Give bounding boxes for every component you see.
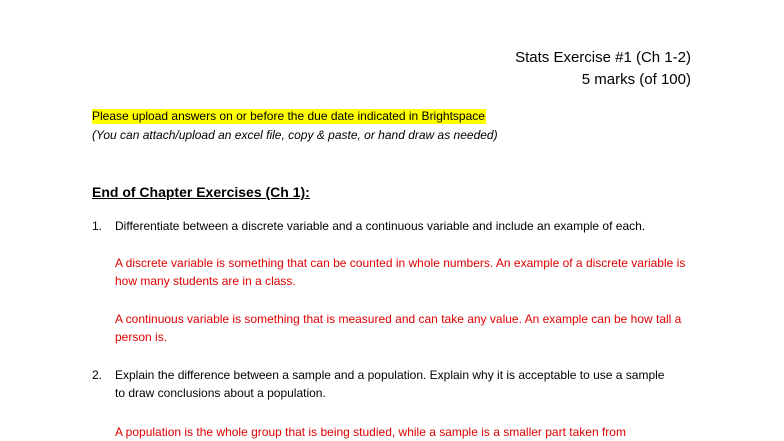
document-header <box>515 47 691 91</box>
attach-note: (You can attach/upload an excel file, copy & paste, or hand draw as needed) <box>92 128 498 142</box>
question-number: 1. <box>92 219 103 233</box>
upload-note-highlighted: Please upload answers on or before the due date indicated in Brightspace <box>92 109 485 123</box>
section-title: End of Chapter Exercises (Ch 1): <box>92 184 310 200</box>
question-number: 2. <box>92 368 103 382</box>
instructions-block <box>92 107 498 145</box>
answer-paragraph: A discrete variable is something that can be counted in whole numbers. An example of a discrete variable is how many students are in a class. <box>115 256 686 288</box>
question-text: Differentiate between a discrete variable and a continuous variable and include an example of each. <box>115 219 646 233</box>
marks-label: 5 marks (of 100) <box>581 71 691 88</box>
answer-paragraph: A continuous variable is something that is measured and can take any value. An example can be how tall a person is. <box>115 312 682 344</box>
question-text: Explain the difference between a sample and a population. Explain why it is acceptable to use a sample to draw conclusions about a population. <box>115 368 665 400</box>
answer-paragraph: A population is the whole group that is being studied, while a sample is a smaller part taken from <box>115 425 626 439</box>
exercise-title: Stats Exercise #1 (Ch 1-2) <box>515 49 691 66</box>
